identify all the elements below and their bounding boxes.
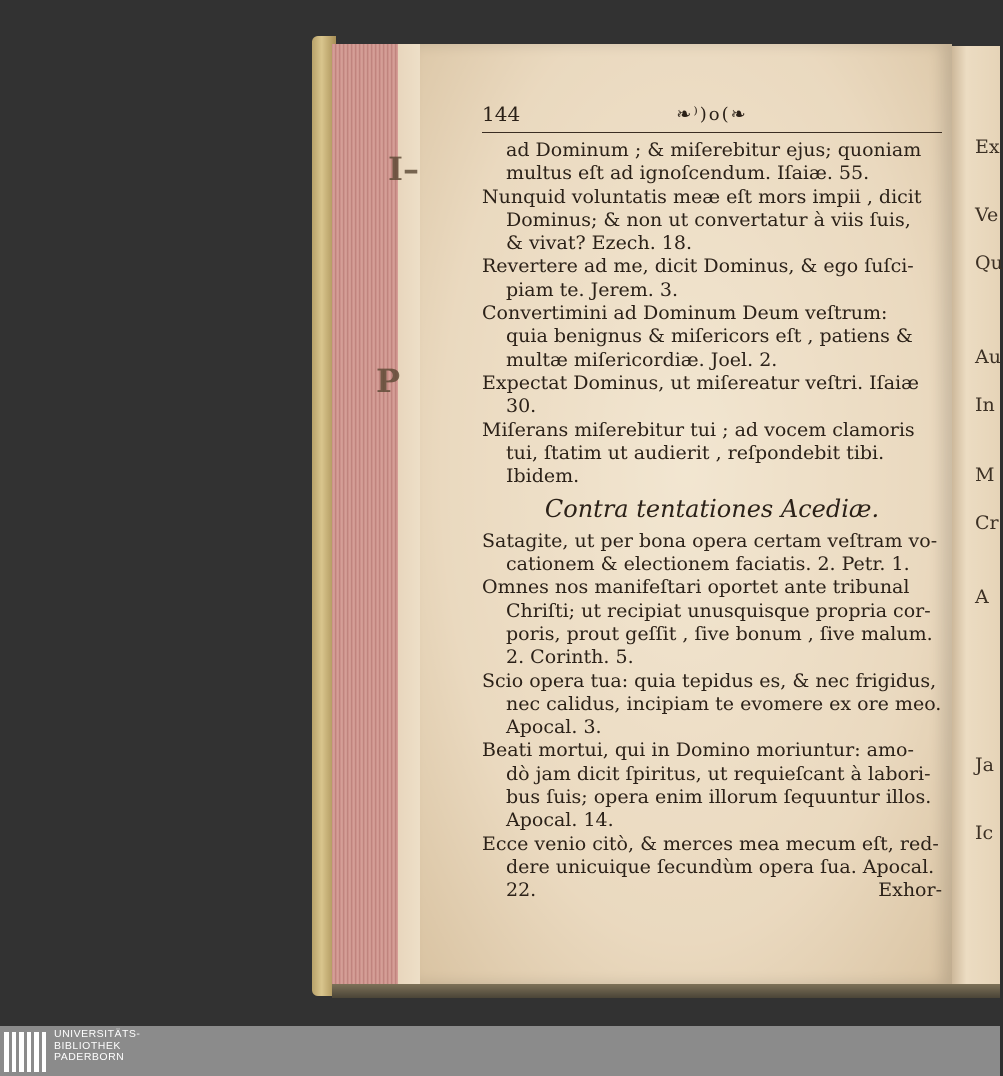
facing-page-fragments [975, 98, 1003, 958]
fragment-1: Ex [975, 136, 1000, 158]
fragment-4: Au [975, 346, 1001, 368]
entry-first-line: Beati mortui, qui in Domino moriuntur: amo- [482, 739, 914, 762]
text-entry [482, 186, 942, 256]
entry-continuation-line: Chriſti; ut recipiat unusquisque propria cor- [506, 599, 931, 622]
library-name-line-1: UNIVERSITÄTS- [54, 1028, 141, 1040]
entry-continuation-line: bus ſuis; opera enim illorum ſequuntur illos. [506, 786, 932, 809]
text-entry [482, 372, 942, 419]
entry-continuation-line: 30. [506, 395, 537, 418]
fragment-7: Cr [975, 512, 999, 534]
fragment-8: A [975, 586, 989, 608]
fragment-3: Qu [975, 252, 1003, 274]
header-ornament: ❧⁾)o(❧ [676, 104, 748, 126]
entry-continuation-line: nec calidus, incipiam te evomere ex ore meo. [506, 692, 942, 715]
page-number: 144 [482, 102, 521, 127]
last-line-number: 22. [506, 879, 537, 902]
entry-continuation-line: quia benignus & miſericors eſt , patiens & [506, 325, 913, 348]
text-entry [482, 302, 942, 372]
library-logo-icon [4, 1032, 46, 1072]
entry-first-line: Satagite, ut per bona opera certam veſtram vo- [482, 529, 938, 552]
entries-section-a [482, 139, 942, 488]
entry-continuation-line: multus eſt ad ignoſcendum. Iſaiæ. 55. [506, 162, 870, 185]
entry-first-line: ad Dominum ; & miſerebitur ejus; quoniam [506, 139, 922, 161]
entry-continuation-line: Dominus; & non ut convertatur à viis ſuis, [506, 208, 911, 231]
entry-continuation-line: Ibidem. [506, 465, 580, 488]
entry-first-line: Expectat Dominus, ut miſereatur veſtri. Iſaiæ [482, 371, 919, 394]
entry-continuation-line: dò jam dicit ſpiritus, ut requieſcant à labori- [506, 762, 931, 785]
entry-continuation-line: dere unicuique ſecundùm opera ſua. Apocal. [506, 855, 935, 878]
text-entry [482, 255, 942, 302]
running-header [482, 98, 942, 133]
library-footer [0, 1026, 1000, 1076]
catchword: Exhor- [878, 879, 942, 902]
fragment-6: M [975, 464, 995, 486]
page-text [482, 98, 942, 903]
text-entry [482, 139, 942, 186]
entry-first-line: Miſerans miſerebitur tui ; ad vocem clamoris [482, 418, 915, 441]
entry-first-line: Ecce venio citò, & merces mea mecum eſt, red- [482, 832, 939, 855]
entry-first-line: Scio opera tua: quia tepidus es, & nec frigidus, [482, 669, 937, 692]
entry-continuation-line: Apocal. 14. [506, 809, 614, 832]
fragment-5: In [975, 394, 995, 416]
entry-continuation-line: tui, ſtatim ut audierit , reſpondebit tibi. [506, 441, 885, 464]
book-bottom-shadow [332, 984, 1000, 998]
margin-mark-2: P [376, 362, 401, 400]
section-heading: Contra tentationes Acediæ. [544, 495, 880, 524]
entry-continuation-line: & vivat? Ezech. 18. [506, 232, 692, 255]
entry-continuation-line: multæ miſericordiæ. Joel. 2. [506, 348, 778, 371]
text-entry [482, 833, 942, 880]
entry-continuation-line: cationem & electionem faciatis. 2. Petr. 1. [506, 553, 910, 576]
fragment-10: Ic [975, 822, 994, 844]
entry-first-line: Revertere ad me, dicit Dominus, & ego ſuſci- [482, 255, 914, 278]
library-name-line-2: BIBLIOTHEK [54, 1039, 121, 1052]
library-name [54, 1029, 140, 1064]
entry-first-line: Omnes nos manifeſtari oportet ante tribunal [482, 576, 910, 599]
entries-section-b [482, 530, 942, 879]
last-line [482, 879, 942, 902]
text-entry [482, 419, 942, 489]
entry-continuation-line: Apocal. 3. [506, 716, 602, 739]
fragment-2: Ve [975, 204, 999, 226]
text-entry [482, 670, 942, 740]
text-entry [482, 576, 942, 669]
entry-continuation-line: 2. Corinth. 5. [506, 646, 634, 669]
entry-first-line: Nunquid voluntatis meæ eſt mors impii , dicit [482, 185, 922, 208]
text-entry [482, 739, 942, 832]
entry-continuation-line: piam te. Jerem. 3. [506, 278, 678, 301]
text-entry [482, 530, 942, 577]
library-name-line-3: PADERBORN [54, 1051, 125, 1063]
margin-mark-1: I– [388, 150, 419, 188]
entry-first-line: Convertimini ad Dominum Deum veſtrum: [482, 302, 888, 325]
entry-continuation-line: poris, prout geſſit , ſive bonum , ſive malum. [506, 622, 933, 645]
fragment-9: Ja [975, 754, 994, 776]
